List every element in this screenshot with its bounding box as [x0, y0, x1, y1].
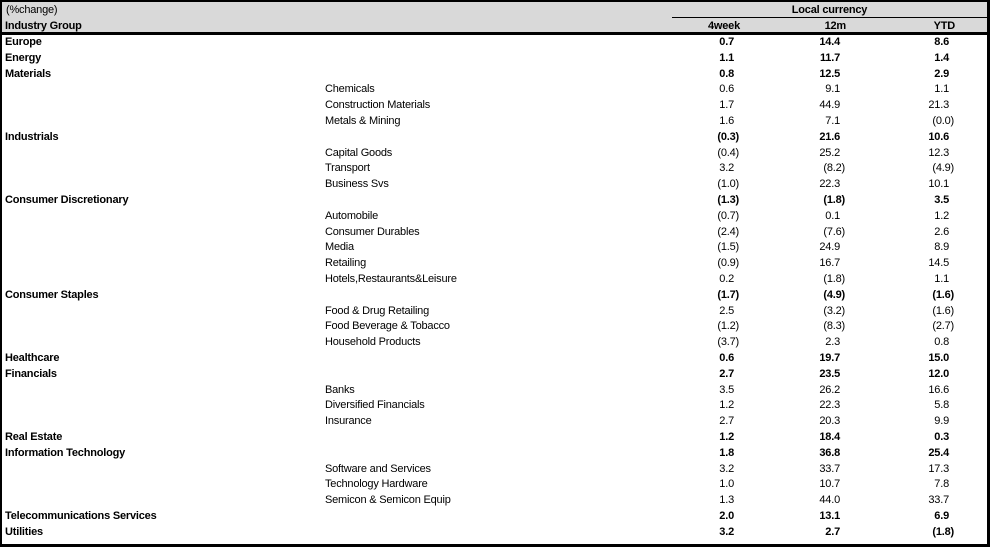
cell-4week: 2.5 — [719, 304, 734, 317]
table-header — [2, 2, 987, 35]
cell-12m: (8.2) — [823, 162, 845, 175]
cell-4week: (0.3) — [717, 130, 739, 143]
cell-12m: 7.1 — [825, 114, 840, 127]
cell-ytd: 3.5 — [934, 193, 949, 206]
table-row — [2, 256, 987, 272]
row-label: Europe — [5, 36, 42, 48]
cell-ytd: 10.6 — [928, 130, 949, 143]
table-row — [2, 51, 987, 67]
table-row — [2, 493, 987, 509]
row-label: Telecommunications Services — [5, 509, 157, 522]
table-row — [2, 509, 987, 525]
cell-12m: 22.3 — [819, 178, 840, 191]
table-row — [2, 67, 987, 83]
cell-ytd: 1.1 — [934, 83, 949, 96]
column-header-4week: 4week — [707, 20, 740, 32]
row-label: Utilities — [5, 525, 43, 538]
header-row-top — [2, 2, 987, 19]
cell-4week: (1.2) — [717, 320, 739, 333]
cell-12m: 20.3 — [819, 415, 840, 428]
cell-12m: 22.3 — [819, 399, 840, 412]
row-label: Real Estate — [5, 430, 63, 443]
row-label: Consumer Durables — [325, 225, 420, 238]
cell-ytd: (1.8) — [932, 525, 954, 538]
row-label: Banks — [325, 383, 355, 396]
cell-ytd: 15.0 — [928, 351, 949, 364]
cell-12m: 13.1 — [819, 509, 840, 522]
row-label: Consumer Staples — [5, 288, 99, 301]
cell-ytd: 25.4 — [928, 446, 949, 459]
cell-12m: (3.2) — [823, 304, 845, 317]
cell-12m: 23.5 — [819, 367, 840, 380]
cell-12m: 2.3 — [825, 336, 840, 349]
cell-ytd: 2.9 — [934, 67, 949, 80]
cell-ytd: (2.7) — [932, 320, 954, 333]
cell-4week: (2.4) — [717, 225, 739, 238]
table-row — [2, 240, 987, 256]
cell-4week: 1.2 — [719, 399, 734, 412]
cell-ytd: 10.1 — [928, 178, 949, 191]
table-row — [2, 367, 987, 383]
header-row-columns — [2, 19, 987, 35]
row-label: Metals & Mining — [325, 114, 401, 127]
cell-ytd: 7.8 — [934, 478, 949, 491]
table-row — [2, 319, 987, 335]
cell-12m: 44.0 — [819, 494, 840, 507]
cell-ytd: (4.9) — [932, 162, 954, 175]
cell-12m: 14.4 — [819, 36, 840, 48]
cell-12m: 33.7 — [819, 462, 840, 475]
cell-4week: 1.6 — [719, 114, 734, 127]
table-row — [2, 477, 987, 493]
table-row — [2, 209, 987, 225]
row-label: Household Products — [325, 336, 421, 349]
cell-4week: 0.6 — [719, 351, 734, 364]
cell-4week: 2.7 — [719, 367, 734, 380]
table-row — [2, 383, 987, 399]
cell-4week: (0.7) — [717, 209, 739, 222]
cell-12m: 36.8 — [819, 446, 840, 459]
row-label: Materials — [5, 67, 51, 80]
cell-12m: 2.7 — [825, 525, 840, 538]
table-row — [2, 161, 987, 177]
cell-ytd: 12.3 — [928, 146, 949, 159]
cell-4week: (0.4) — [717, 146, 739, 159]
cell-ytd: 33.7 — [928, 494, 949, 507]
table-row — [2, 462, 987, 478]
cell-12m: 11.7 — [819, 51, 840, 64]
table-row — [2, 272, 987, 288]
cell-ytd: 5.8 — [934, 399, 949, 412]
cell-4week: 3.2 — [719, 162, 734, 175]
cell-12m: (7.6) — [823, 225, 845, 238]
cell-4week: (1.3) — [717, 193, 739, 206]
cell-ytd: (0.0) — [932, 114, 954, 127]
table-row — [2, 525, 987, 541]
row-label: Chemicals — [325, 83, 375, 96]
row-label: Semicon & Semicon Equip — [325, 494, 451, 507]
cell-4week: 3.2 — [719, 462, 734, 475]
column-header-ytd: YTD — [933, 20, 955, 32]
row-label: Food & Drug Retailing — [325, 304, 430, 317]
cell-4week: 0.2 — [719, 272, 734, 285]
row-label: Diversified Financials — [325, 399, 425, 412]
cell-12m: 10.7 — [819, 478, 840, 491]
cell-4week: (1.7) — [717, 288, 739, 301]
table-row — [2, 414, 987, 430]
row-label: Energy — [5, 51, 42, 64]
cell-ytd: 17.3 — [928, 462, 949, 475]
cell-ytd: 8.9 — [934, 241, 949, 254]
table-row — [2, 225, 987, 241]
row-label: Industrials — [5, 130, 59, 143]
row-label: Retailing — [325, 257, 367, 270]
cell-ytd: 1.2 — [934, 209, 949, 222]
cell-4week: 1.8 — [719, 446, 734, 459]
cell-4week: 0.7 — [719, 36, 734, 48]
table-row — [2, 288, 987, 304]
cell-ytd: 2.6 — [934, 225, 949, 238]
cell-4week: 2.7 — [719, 415, 734, 428]
table-row — [2, 130, 987, 146]
cell-12m: (1.8) — [823, 193, 845, 206]
cell-4week: (0.9) — [717, 257, 739, 270]
cell-4week: (3.7) — [717, 336, 739, 349]
row-label: Media — [325, 241, 354, 254]
cell-4week: 1.3 — [719, 494, 734, 507]
cell-12m: 19.7 — [819, 351, 840, 364]
row-label: Automobile — [325, 209, 379, 222]
cell-12m: (4.9) — [823, 288, 845, 301]
cell-12m: 24.9 — [819, 241, 840, 254]
row-label: Hotels,Restaurants&Leisure — [325, 272, 457, 285]
table-row — [2, 82, 987, 98]
row-label: Insurance — [325, 415, 372, 428]
row-label: Technology Hardware — [325, 478, 428, 491]
cell-12m: 26.2 — [819, 383, 840, 396]
table-row — [2, 335, 987, 351]
table-row — [2, 35, 987, 51]
table-row — [2, 351, 987, 367]
row-label: Business Svs — [325, 178, 389, 191]
cell-12m: 9.1 — [825, 83, 840, 96]
cell-ytd: 16.6 — [928, 383, 949, 396]
row-label: Food Beverage & Tobacco — [325, 320, 450, 333]
cell-4week: 3.2 — [719, 525, 734, 538]
table-row — [2, 304, 987, 320]
row-label: Information Technology — [5, 446, 126, 459]
cell-4week: 1.7 — [719, 99, 734, 112]
cell-ytd: 8.6 — [934, 36, 949, 48]
cell-ytd: (1.6) — [932, 288, 954, 301]
cell-12m: 25.2 — [819, 146, 840, 159]
table-body — [2, 35, 987, 541]
row-label: Healthcare — [5, 351, 60, 364]
cell-4week: 3.5 — [719, 383, 734, 396]
cell-4week: (1.5) — [717, 241, 739, 254]
table-row — [2, 98, 987, 114]
cell-ytd: 0.8 — [934, 336, 949, 349]
row-label: Consumer Discretionary — [5, 193, 129, 206]
cell-12m: 16.7 — [819, 257, 840, 270]
row-label: Transport — [325, 162, 370, 175]
cell-4week: 0.8 — [719, 67, 734, 80]
cell-4week: 0.6 — [719, 83, 734, 96]
cell-ytd: 14.5 — [928, 257, 949, 270]
table-row — [2, 146, 987, 162]
cell-12m: (1.8) — [823, 272, 845, 285]
cell-4week: (1.0) — [717, 178, 739, 191]
row-header-label: Industry Group — [5, 20, 82, 32]
unit-label: (%change) — [6, 4, 58, 16]
row-label: Capital Goods — [325, 146, 393, 159]
cell-ytd: (1.6) — [932, 304, 954, 317]
table-row — [2, 114, 987, 130]
cell-ytd: 6.9 — [934, 509, 949, 522]
table-row — [2, 177, 987, 193]
table-row — [2, 193, 987, 209]
currency-group-header: Local currency — [672, 2, 987, 18]
cell-ytd: 9.9 — [934, 415, 949, 428]
row-label: Software and Services — [325, 462, 431, 475]
row-label: Construction Materials — [325, 99, 431, 112]
cell-4week: 1.2 — [719, 430, 734, 443]
cell-4week: 1.1 — [719, 51, 734, 64]
cell-ytd: 1.1 — [934, 272, 949, 285]
cell-12m: 12.5 — [819, 67, 840, 80]
cell-12m: (8.3) — [823, 320, 845, 333]
table-row — [2, 430, 987, 446]
cell-ytd: 12.0 — [928, 367, 949, 380]
cell-ytd: 21.3 — [928, 99, 949, 112]
column-header-12m: 12m — [824, 20, 846, 32]
cell-12m: 0.1 — [825, 209, 840, 222]
cell-12m: 18.4 — [819, 430, 840, 443]
cell-4week: 1.0 — [719, 478, 734, 491]
cell-ytd: 0.3 — [934, 430, 949, 443]
cell-12m: 44.9 — [819, 99, 840, 112]
table-row — [2, 446, 987, 462]
cell-4week: 2.0 — [719, 509, 734, 522]
cell-12m: 21.6 — [819, 130, 840, 143]
row-label: Financials — [5, 367, 57, 380]
table-row — [2, 398, 987, 414]
cell-ytd: 1.4 — [934, 51, 949, 64]
